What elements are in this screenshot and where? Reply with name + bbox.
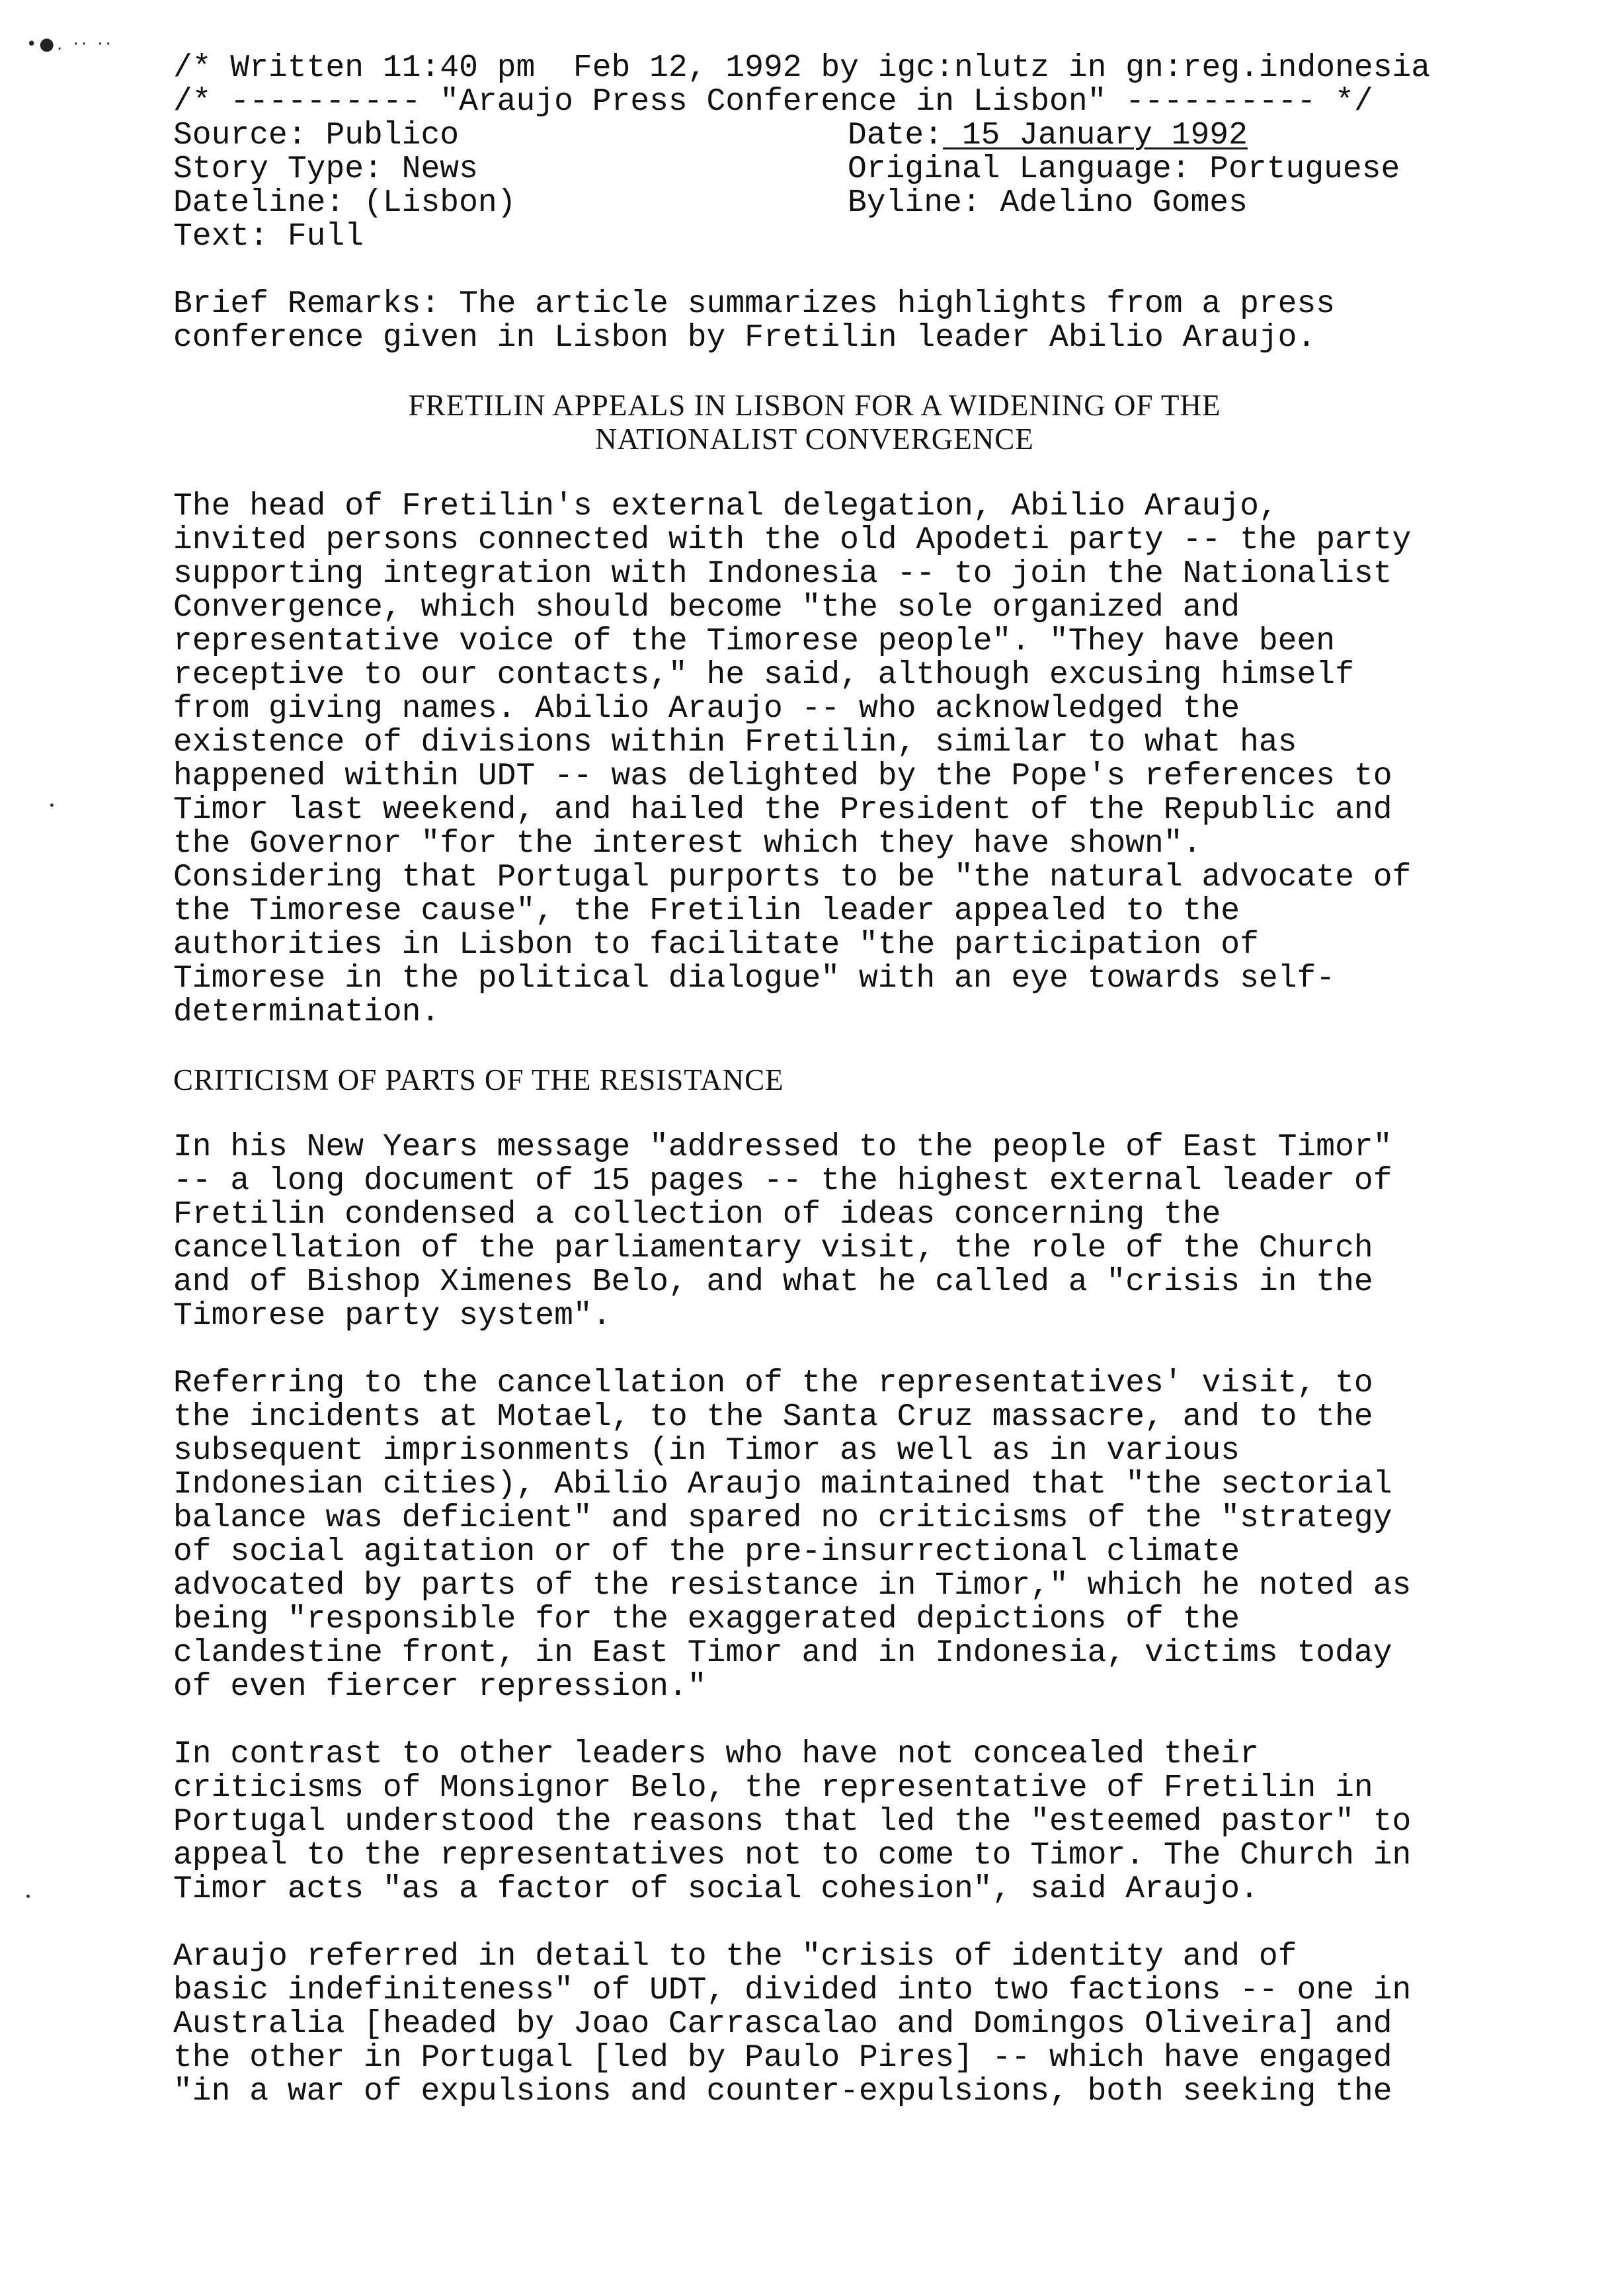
metadata-block bbox=[173, 119, 1496, 254]
text-line: Timor last weekend, and hailed the President of the Republic and bbox=[173, 792, 1392, 828]
text-line: the incidents at Motael, to the Santa Cruz massacre, and to the bbox=[173, 1399, 1373, 1435]
text-line: Portugal understood the reasons that led the "esteemed pastor" to bbox=[173, 1804, 1412, 1840]
text-line: Timor acts "as a factor of social cohesion", said Araujo. bbox=[173, 1871, 1259, 1907]
remarks-line: Brief Remarks: The article summarizes highlights from a press bbox=[173, 286, 1336, 322]
text-line: Timorese party system". bbox=[173, 1298, 612, 1334]
metadata-left bbox=[173, 119, 848, 254]
text-line: subsequent imprisonments (in Timor as well as in various bbox=[173, 1433, 1240, 1469]
paragraph-1 bbox=[173, 490, 1496, 1030]
title-line: FRETILIN APPEALS IN LISBON FOR A WIDENING OF THE bbox=[408, 389, 1221, 422]
brief-remarks bbox=[173, 288, 1496, 355]
text-line: Referring to the cancellation of the representatives' visit, to bbox=[173, 1366, 1373, 1401]
text-line: Australia [headed by Joao Carrascalao and Domingos Oliveira] and bbox=[173, 2006, 1392, 2042]
text-line: "in a war of expulsions and counter-expulsions, both seeking the bbox=[173, 2074, 1392, 2110]
text-line: criticisms of Monsignor Belo, the representative of Fretilin in bbox=[173, 1770, 1373, 1806]
text-line: advocated by parts of the resistance in Timor," which he noted as bbox=[173, 1568, 1412, 1604]
text-line: from giving names. Abilio Araujo -- who acknowledged the bbox=[173, 691, 1240, 727]
paragraph-5 bbox=[173, 1940, 1496, 2109]
text-line: Timorese in the political dialogue" with an eye towards self- bbox=[173, 961, 1336, 997]
meta-date bbox=[848, 119, 1496, 153]
meta-byline: Byline: Adelino Gomes bbox=[848, 185, 1248, 221]
document-page bbox=[173, 52, 1496, 2109]
meta-story-type: Story Type: News bbox=[173, 151, 478, 187]
meta-language: Original Language: Portuguese bbox=[848, 151, 1400, 187]
meta-dateline: Dateline: (Lisbon) bbox=[173, 185, 516, 221]
meta-source: Source: Publico bbox=[173, 118, 460, 153]
text-line: appeal to the representatives not to come to Timor. The Church in bbox=[173, 1838, 1412, 1873]
text-line: In his New Years message "addressed to the people of East Timor" bbox=[173, 1129, 1392, 1165]
text-line: Considering that Portugal purports to be "the natural advocate of bbox=[173, 860, 1412, 895]
paragraph-3 bbox=[173, 1367, 1496, 1704]
text-line: The head of Fretilin's external delegation, Abilio Araujo, bbox=[173, 489, 1278, 524]
text-line: representative voice of the Timorese people". "They have been bbox=[173, 624, 1336, 659]
text-line: -- a long document of 15 pages -- the highest external leader of bbox=[173, 1163, 1392, 1199]
text-line: balance was deficient" and spared no criticisms of the "strategy bbox=[173, 1500, 1392, 1536]
text-line: cancellation of the parliamentary visit, the role of the Church bbox=[173, 1231, 1373, 1266]
text-line: existence of divisions within Fretilin, similar to what has bbox=[173, 725, 1297, 760]
article-title bbox=[173, 389, 1456, 456]
text-line: supporting integration with Indonesia -- to join the Nationalist bbox=[173, 556, 1392, 592]
meta-date-label: Date: bbox=[848, 118, 944, 153]
text-line: Convergence, which should become "the sole organized and bbox=[173, 590, 1240, 626]
scan-specks: •●. ·· ·· bbox=[26, 34, 114, 54]
scan-dot bbox=[50, 803, 54, 807]
meta-date-value: 15 January 1992 bbox=[943, 118, 1248, 153]
paragraph-2 bbox=[173, 1131, 1496, 1333]
text-line: determination. bbox=[173, 995, 440, 1030]
text-line: clandestine front, in East Timor and in Indonesia, victims today bbox=[173, 1635, 1392, 1671]
text-line: happened within UDT -- was delighted by the Pope's references to bbox=[173, 758, 1392, 794]
text-line: Indonesian cities), Abilio Araujo maintained that "the sectorial bbox=[173, 1467, 1392, 1502]
text-line: the Governor "for the interest which they have shown". bbox=[173, 826, 1202, 862]
text-line: In contrast to other leaders who have not concealed their bbox=[173, 1737, 1259, 1772]
text-line: of social agitation or of the pre-insurrectional climate bbox=[173, 1534, 1240, 1570]
text-line: Araujo referred in detail to the "crisis of identity and of bbox=[173, 1939, 1297, 1975]
text-line: the other in Portugal [led by Paulo Pires] -- which have engaged bbox=[173, 2040, 1392, 2076]
section-heading: CRITICISM OF PARTS OF THE RESISTANCE bbox=[173, 1063, 784, 1096]
text-line: receptive to our contacts," he said, although excusing himself bbox=[173, 657, 1354, 693]
text-line: Fretilin condensed a collection of ideas concerning the bbox=[173, 1197, 1221, 1233]
text-line: invited persons connected with the old Apodeti party -- the party bbox=[173, 522, 1412, 558]
remarks-line: conference given in Lisbon by Fretilin leader Abilio Araujo. bbox=[173, 320, 1316, 356]
text-line: basic indefiniteness" of UDT, divided into two factions -- one in bbox=[173, 1973, 1412, 2008]
text-line: and of Bishop Ximenes Belo, and what he called a "crisis in the bbox=[173, 1264, 1373, 1300]
text-line: being "responsible for the exaggerated depictions of the bbox=[173, 1602, 1240, 1637]
header-line-2: /* ---------- "Araujo Press Conference in Lisbon" ---------- */ bbox=[173, 84, 1373, 120]
text-line: the Timorese cause", the Fretilin leader appealed to the bbox=[173, 893, 1240, 929]
scan-dot bbox=[26, 1895, 30, 1898]
header-line-1: /* Written 11:40 pm Feb 12, 1992 by igc:nlutz in gn:reg.indonesia bbox=[173, 50, 1431, 86]
text-line: authorities in Lisbon to facilitate "the participation of bbox=[173, 927, 1259, 963]
metadata-right bbox=[848, 119, 1496, 254]
title-line: NATIONALIST CONVERGENCE bbox=[595, 423, 1034, 456]
paragraph-4 bbox=[173, 1738, 1496, 1906]
meta-text: Text: Full bbox=[173, 219, 364, 255]
text-line: of even fiercer repression." bbox=[173, 1669, 707, 1705]
